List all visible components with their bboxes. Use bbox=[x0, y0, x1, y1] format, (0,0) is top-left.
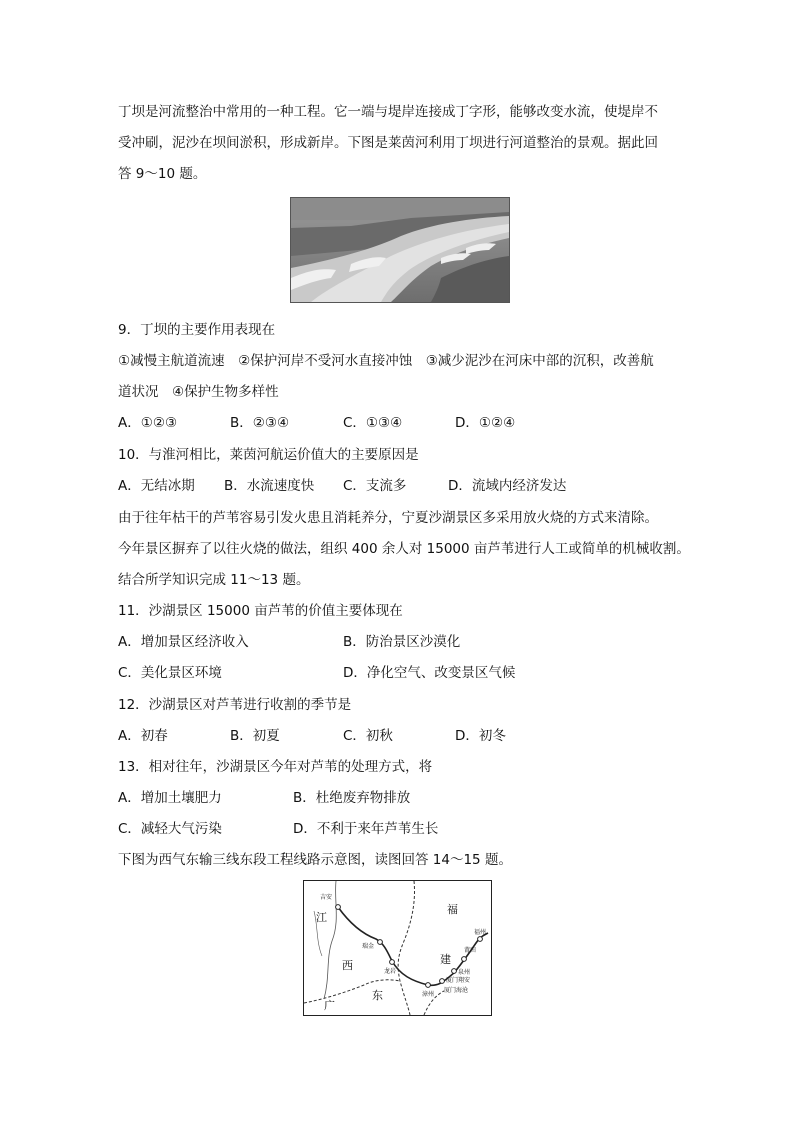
q13-option-d: D．不利于来年芦苇生长 bbox=[293, 821, 439, 837]
q11-option-b: B．防治景区沙漠化 bbox=[343, 634, 461, 650]
q12-option-c: C．初秋 bbox=[343, 728, 393, 744]
intro2-line3: 结合所学知识完成 11～13 题。 bbox=[118, 572, 310, 588]
intro2-line2: 今年景区摒弃了以往火烧的做法，组织 400 余人对 15000 亩芦苇进行人工或简单的机械收割。 bbox=[118, 541, 690, 557]
q9-option-c: C．①③④ bbox=[343, 415, 403, 431]
city-label-quanzhou: 泉州 bbox=[458, 969, 471, 976]
intro2-line1: 由于往年枯干的芦苇容易引发火患且消耗养分，宁夏沙湖景区多采用放火烧的方式来清除。 bbox=[118, 510, 658, 526]
q10-option-d: D．流域内经济发达 bbox=[448, 478, 567, 494]
q10-stem: 10．与淮河相比，莱茵河航运价值大的主要原因是 bbox=[118, 447, 419, 463]
q9-stem: 9．丁坝的主要作用表现在 bbox=[118, 322, 276, 338]
q9-desc-line1: ①减慢主航道流速 ②保护河岸不受河水直接冲蚀 ③减少泥沙在河床中部的沉积，改善航 bbox=[118, 353, 654, 369]
city-label-xiamen-haicang: 厦门海沧 bbox=[444, 987, 469, 994]
province-label-jiang: 江 bbox=[316, 911, 327, 924]
pipeline-route-map bbox=[303, 880, 492, 1016]
intro1-line2: 受冲刷，泥沙在坝间淤积，形成新岸。下图是莱茵河利用丁坝进行河道整治的景观。据此回 bbox=[118, 135, 658, 151]
q12-option-d: D．初冬 bbox=[455, 728, 506, 744]
q11-option-a: A．增加景区经济收入 bbox=[118, 634, 249, 650]
q9-desc-line2: 道状况 ④保护生物多样性 bbox=[118, 384, 279, 400]
q13-stem: 13．相对往年，沙湖景区今年对芦苇的处理方式，将 bbox=[118, 759, 433, 775]
province-label-dong: 东 bbox=[372, 989, 383, 1002]
city-label-putian: 莆田 bbox=[464, 947, 477, 954]
province-label-xi: 西 bbox=[342, 959, 353, 972]
q11-option-c: C．美化景区环境 bbox=[118, 665, 222, 681]
q11-stem: 11．沙湖景区 15000 亩芦苇的价值主要体现在 bbox=[118, 603, 403, 619]
q11-option-d: D．净化空气、改变景区气候 bbox=[343, 665, 516, 681]
q9-option-b: B．②③④ bbox=[230, 415, 290, 431]
city-label-longyan: 龙岩 bbox=[384, 968, 397, 975]
city-label-zhangzhou: 漳州 bbox=[422, 991, 435, 998]
intro3-line1: 下图为西气东输三线东段工程线路示意图，读图回答 14～15 题。 bbox=[118, 852, 512, 868]
q12-stem: 12．沙湖景区对芦苇进行收割的季节是 bbox=[118, 697, 352, 713]
city-label-xiamen-xiangan: 厦门翔安 bbox=[446, 977, 471, 984]
province-label-guang: 广 bbox=[324, 999, 335, 1012]
q9-option-d: D．①②④ bbox=[455, 415, 516, 431]
intro1-line3: 答 9～10 题。 bbox=[118, 166, 207, 182]
city-label-jian-an: 吉安 bbox=[320, 894, 333, 901]
rhine-groyne-photo bbox=[290, 197, 510, 303]
q13-option-b: B．杜绝废弃物排放 bbox=[293, 790, 411, 806]
q9-option-a: A．①②③ bbox=[118, 415, 178, 431]
q13-option-a: A．增加土壤肥力 bbox=[118, 790, 222, 806]
province-label-jian: 建 bbox=[440, 953, 451, 966]
q10-option-c: C．支流多 bbox=[343, 478, 407, 494]
q13-option-c: C．减轻大气污染 bbox=[118, 821, 222, 837]
q10-option-a: A．无结冰期 bbox=[118, 478, 195, 494]
q12-option-b: B．初夏 bbox=[230, 728, 280, 744]
q12-option-a: A．初春 bbox=[118, 728, 168, 744]
q10-option-b: B．水流速度快 bbox=[224, 478, 315, 494]
province-label-fu: 福 bbox=[447, 903, 458, 916]
city-label-fuzhou: 福州 bbox=[474, 929, 487, 936]
city-label-ruijin: 瑞金 bbox=[362, 943, 375, 950]
intro1-line1: 丁坝是河流整治中常用的一种工程。它一端与堤岸连接成丁字形，能够改变水流，使堤岸不 bbox=[118, 104, 658, 120]
